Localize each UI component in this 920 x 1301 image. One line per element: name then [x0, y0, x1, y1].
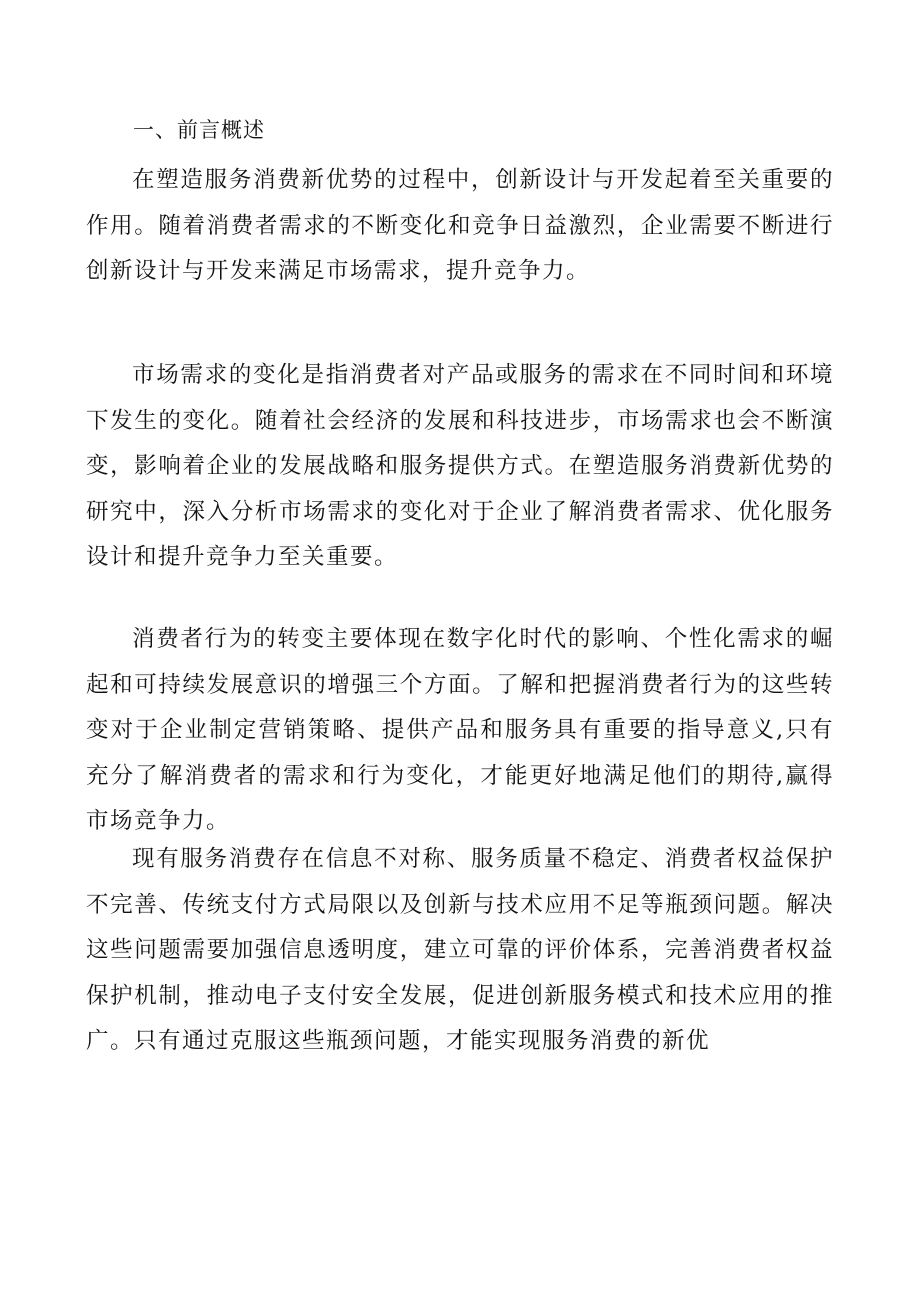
- paragraph-1: 在塑造服务消费新优势的过程中，创新设计与开发起着至关重要的作用。随着消费者需求的不断变化和竞争日益激烈，企业需要不断进行创新设计与开发来满足市场需求，提升竞争力。: [86, 167, 834, 284]
- section-heading: 一、前言概述: [133, 118, 265, 142]
- paragraph-2: 市场需求的变化是指消费者对产品或服务的需求在不同时间和环境下发生的变化。随着社会经济的发展和科技进步，市场需求也会不断演变，影响着企业的发展战略和服务提供方式。在塑造服务消费新优势的研究中，深入分析市场需求的变化对于企业了解消费者需求、优化服务设计和提升竞争力至关重要。: [86, 362, 834, 570]
- paragraph-3: 消费者行为的转变主要体现在数字化时代的影响、个性化需求的崛起和可持续发展意识的增强三个方面。了解和把握消费者行为的这些转变对于企业制定营销策略、提供产品和服务具有重要的指导意义,只有充分了解消费者的需求和行为变化，才能更好地满足他们的期待,赢得市场竞争力。: [86, 626, 834, 834]
- paragraph-4: 现有服务消费存在信息不对称、服务质量不稳定、消费者权益保护不完善、传统支付方式局限以及创新与技术应用不足等瓶颈问题。解决这些问题需要加强信息透明度，建立可靠的评价体系，完善消费者权益保护机制，推动电子支付安全发展，促进创新服务模式和技术应用的推广。只有通过克服这些瓶颈问题，才能实现服务消费的新优: [86, 846, 834, 1054]
